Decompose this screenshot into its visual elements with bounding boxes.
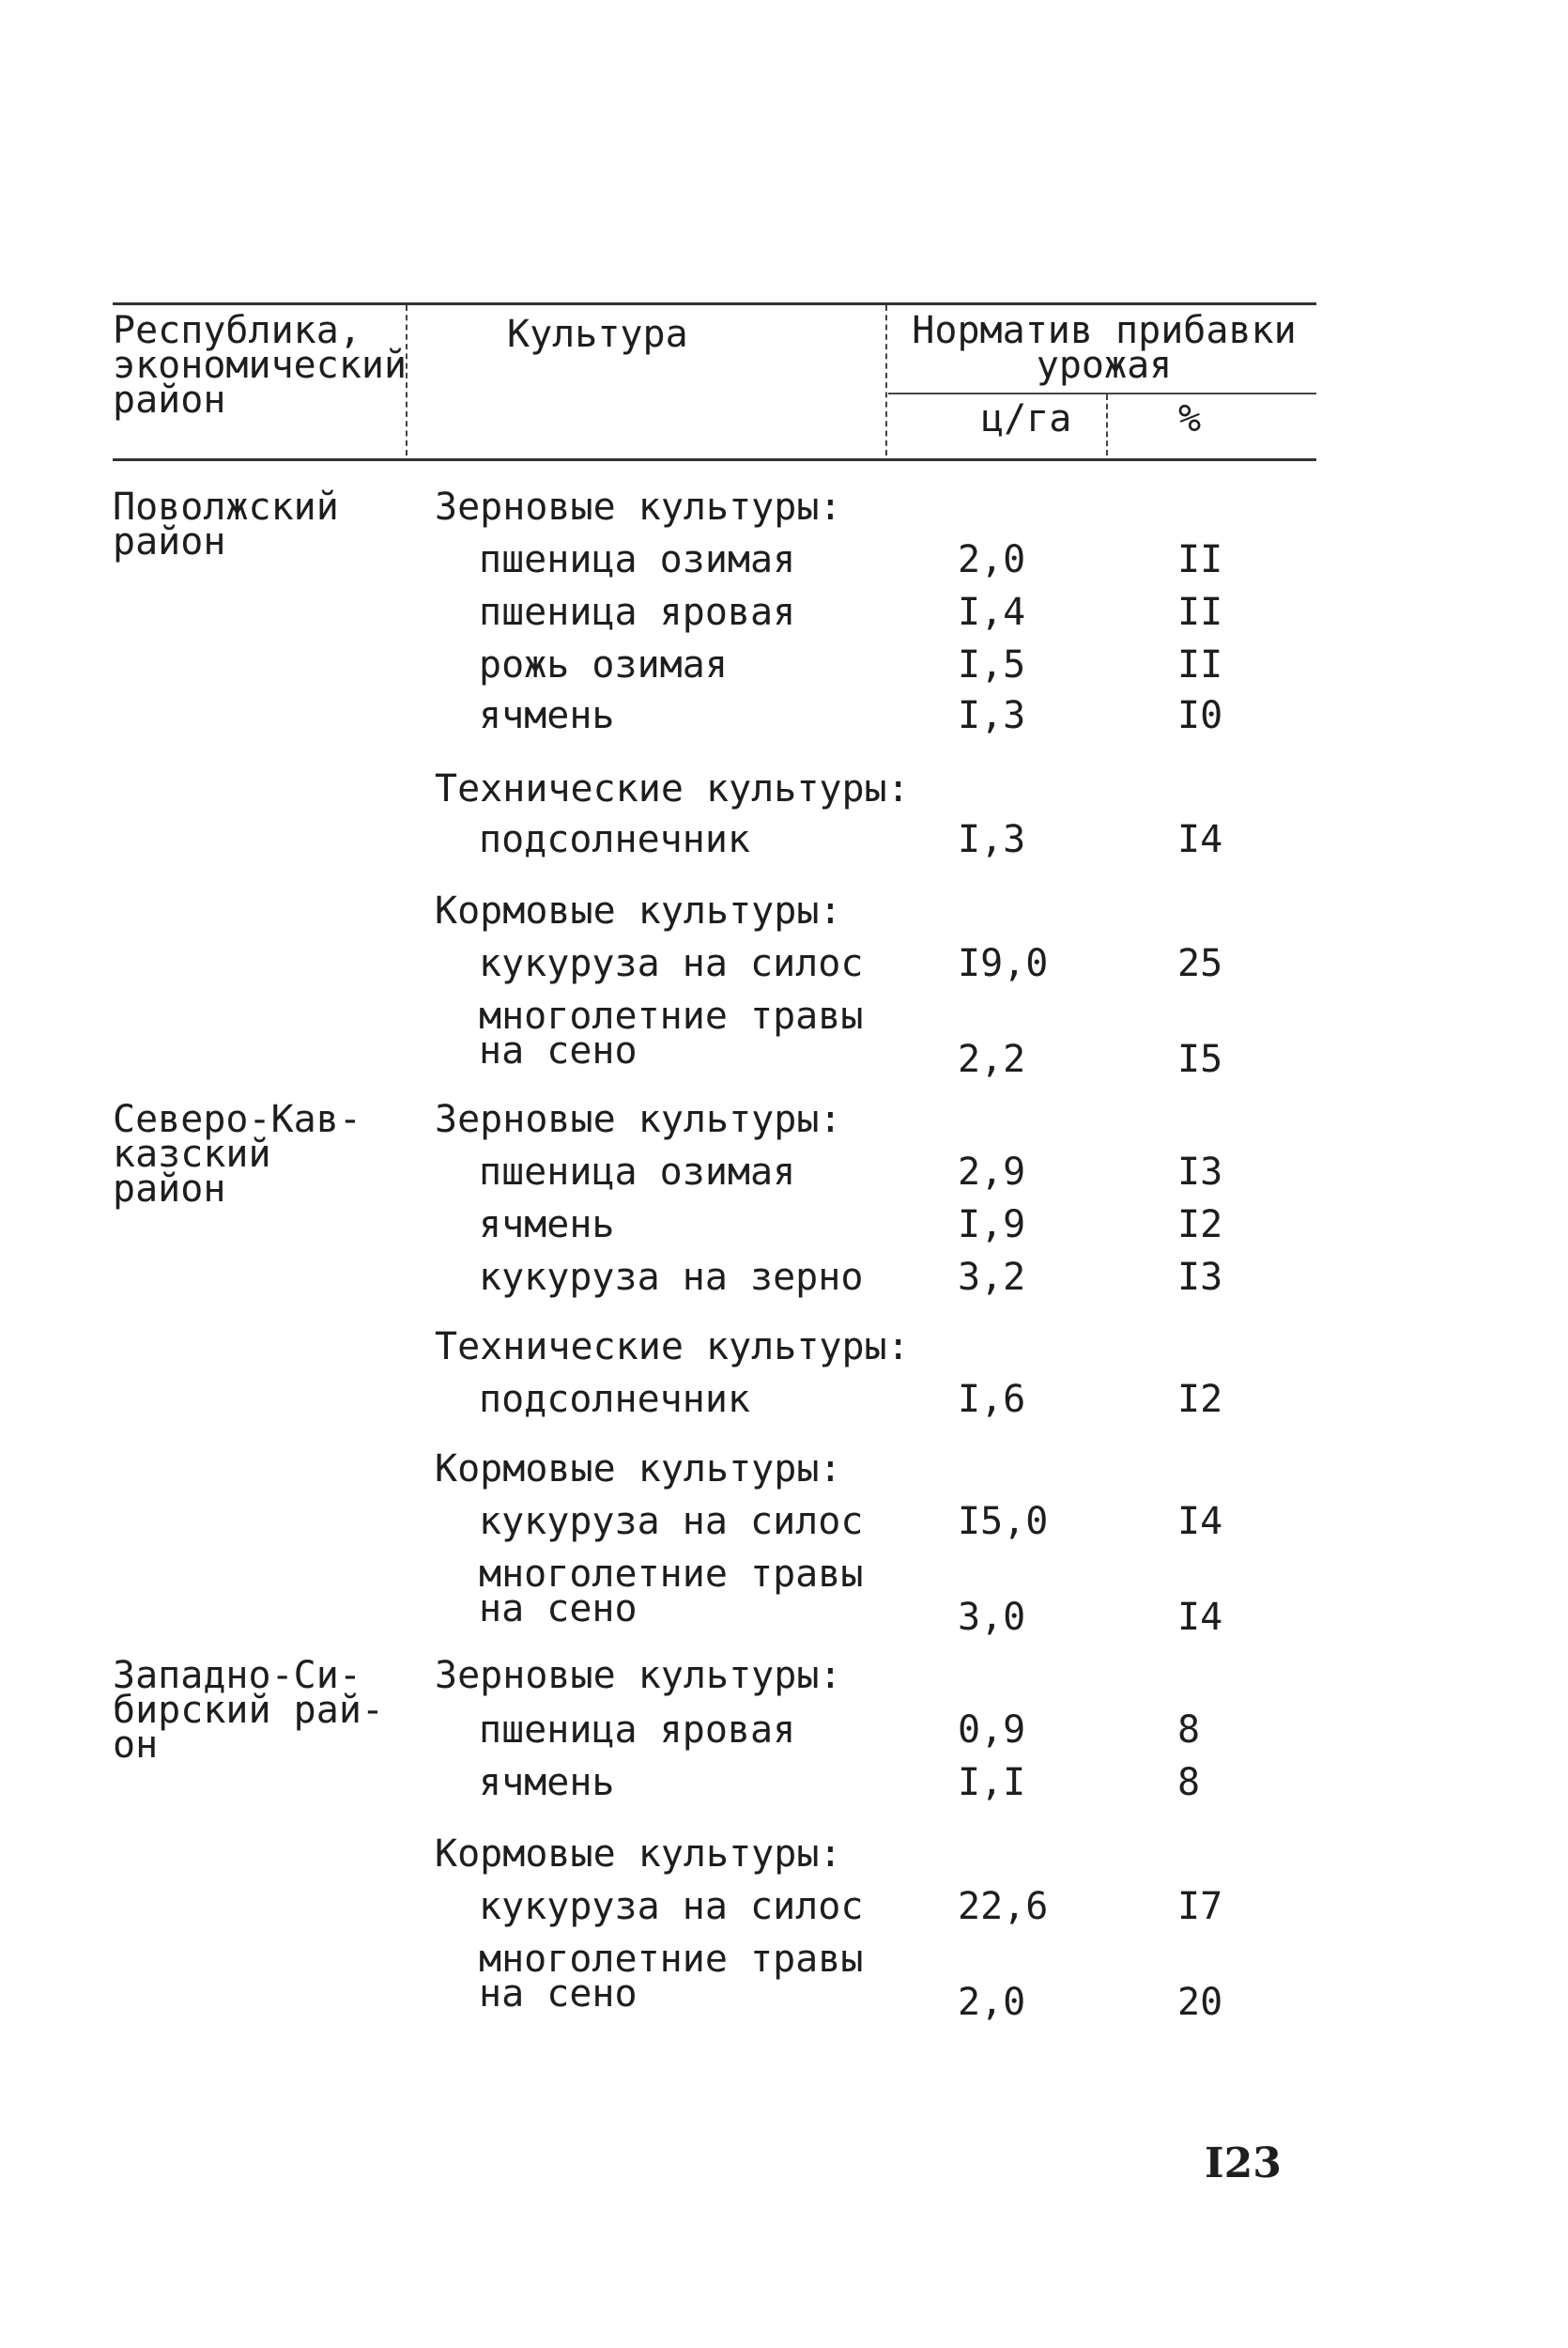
yield-cga: 22,6 [958, 1885, 1049, 1928]
yield-pct: I2 [1177, 1378, 1223, 1421]
yield-pct: II [1177, 643, 1223, 687]
yield-cga: I,3 [958, 818, 1026, 861]
region-name: Поволжский район [113, 486, 339, 564]
yield-cga: 2,0 [958, 1981, 1026, 2024]
page-number: I23 [1205, 2139, 1282, 2187]
yield-pct: 8 [1177, 1761, 1201, 1804]
crop-name: многолетние травы на сено [479, 1552, 864, 1630]
crop-name: многолетние травы на сено [479, 1938, 864, 2016]
header-norm: Норматив прибавки урожая [912, 309, 1297, 387]
crop-name: подсолнечник [479, 1378, 750, 1421]
yield-cga: 0,9 [958, 1708, 1026, 1752]
crop-name: подсолнечник [479, 818, 750, 861]
crop-group-title: Зерновые культуры: [435, 486, 842, 529]
header-separator [885, 305, 887, 456]
header-crop: Культура [507, 313, 688, 356]
yield-pct: 20 [1177, 1981, 1223, 2024]
yield-pct: I4 [1177, 1500, 1223, 1543]
region-name: Северо-Кав- казский район [113, 1098, 361, 1211]
yield-pct: I7 [1177, 1885, 1223, 1928]
crop-group-title: Кормовые культуры: [435, 1447, 842, 1491]
yield-pct: I4 [1177, 818, 1223, 861]
yield-pct: I3 [1177, 1256, 1223, 1299]
region-name: Западно-Си- бирский рай- он [113, 1654, 384, 1767]
yield-cga: I,3 [958, 694, 1026, 737]
header-subrule [888, 393, 1316, 394]
yield-cga: I,4 [958, 591, 1026, 634]
yield-cga: I9,0 [958, 942, 1049, 985]
yield-cga: 3,2 [958, 1256, 1026, 1299]
yield-pct: 8 [1177, 1708, 1201, 1752]
yield-cga: 3,0 [958, 1596, 1026, 1639]
yield-pct: I3 [1177, 1151, 1223, 1194]
header-separator [1106, 394, 1108, 456]
crop-name: многолетние травы на сено [479, 995, 864, 1073]
yield-pct: II [1177, 591, 1223, 634]
crop-group-title: Технические культуры: [435, 767, 910, 811]
yield-pct: II [1177, 538, 1223, 581]
crop-name: рожь озимая [479, 643, 728, 687]
header-unit-cga: ц/га [981, 397, 1072, 440]
header-top-rule [113, 302, 1316, 305]
crop-group-title: Технические культуры: [435, 1325, 910, 1368]
yield-cga: 2,9 [958, 1151, 1026, 1194]
yield-cga: I,5 [958, 643, 1026, 687]
crop-name: кукуруза на зерно [479, 1256, 864, 1299]
header-bottom-rule [113, 458, 1316, 461]
crop-name: ячмень [479, 1203, 615, 1246]
crop-group-title: Зерновые культуры: [435, 1098, 842, 1141]
crop-name: ячмень [479, 694, 615, 737]
yield-pct: I4 [1177, 1596, 1223, 1639]
yield-pct: I0 [1177, 694, 1223, 737]
yield-cga: I,I [958, 1761, 1026, 1804]
crop-name: ячмень [479, 1761, 615, 1804]
crop-group-title: Кормовые культуры: [435, 889, 842, 933]
crop-name: пшеница яровая [479, 1708, 796, 1752]
yield-cga: 2,0 [958, 538, 1026, 581]
crop-name: пшеница яровая [479, 591, 796, 634]
crop-name: пшеница озимая [479, 1151, 796, 1194]
yield-pct: 25 [1177, 942, 1223, 985]
yield-cga: I5,0 [958, 1500, 1049, 1543]
crop-name: кукуруза на силос [479, 1500, 864, 1543]
yield-pct: I2 [1177, 1203, 1223, 1246]
crop-group-title: Зерновые культуры: [435, 1654, 842, 1697]
crop-name: пшеница озимая [479, 538, 796, 581]
yield-pct: I5 [1177, 1038, 1223, 1081]
header-region: Республика, экономический район [113, 309, 407, 422]
crop-name: кукуруза на силос [479, 1885, 864, 1928]
yield-cga: I,6 [958, 1378, 1026, 1421]
crop-name: кукуруза на силос [479, 942, 864, 985]
crop-group-title: Кормовые культуры: [435, 1832, 842, 1876]
header-unit-pct: % [1178, 397, 1202, 440]
yield-cga: 2,2 [958, 1038, 1026, 1081]
yield-cga: I,9 [958, 1203, 1026, 1246]
